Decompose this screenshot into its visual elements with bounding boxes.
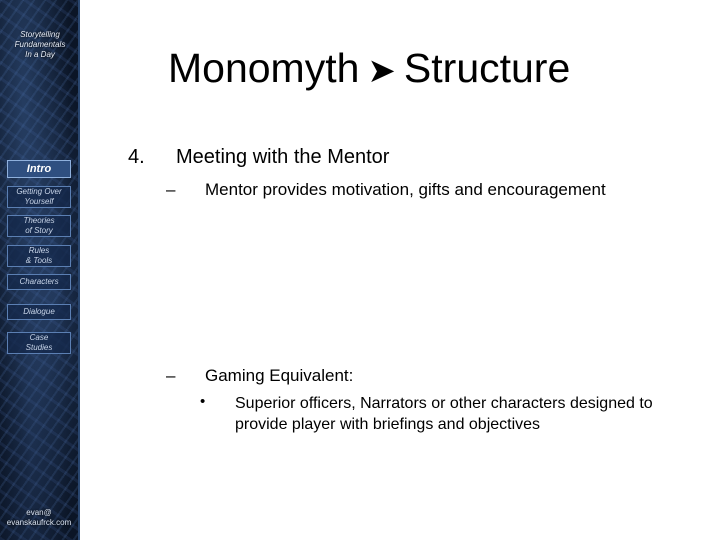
contact-email[interactable] [2, 508, 76, 528]
dot-bullet: • [200, 393, 206, 410]
sidebar [0, 0, 80, 540]
sub-point: Gaming Equivalent: [205, 366, 354, 385]
nav-dialogue[interactable] [7, 304, 71, 320]
title-text: Structure [403, 45, 571, 91]
brand-line: Storytelling [20, 30, 60, 39]
sidebar-divider [78, 0, 80, 540]
contact-line: evanskaufrck.com [6, 518, 72, 527]
nav-label: Characters [19, 277, 59, 286]
nav-intro[interactable] [7, 160, 71, 178]
item-number: 4. [128, 146, 145, 168]
nav-label: Intro [26, 163, 52, 175]
nav-label: Rules [28, 246, 50, 255]
nav-label: Dialogue [23, 307, 55, 316]
nav-theories-of-story[interactable] [7, 215, 71, 237]
arrow-bullet-icon: ➤ [367, 52, 396, 90]
slide-title [168, 42, 570, 97]
dash-bullet: – [166, 366, 176, 385]
nav-label: & Tools [25, 256, 53, 265]
contact-line: evan@ [26, 508, 52, 517]
sub-point: Mentor provides motivation, gifts and encouragement [205, 180, 606, 199]
sub-point-detail: Superior officers, Narrators or other characters designed to provide player with briefings and objectives [235, 395, 653, 433]
nav-characters[interactable] [7, 274, 71, 290]
title-text: Monomyth [168, 45, 360, 91]
nav-getting-over-yourself[interactable] [7, 186, 71, 208]
nav-label: Yourself [24, 197, 54, 206]
nav-label: Case [29, 333, 49, 342]
course-brand [4, 30, 76, 60]
nav-label: Theories [23, 216, 55, 225]
dash-bullet: – [166, 180, 176, 199]
brand-line: Fundamentals [14, 40, 66, 49]
nav-label: of Story [25, 226, 53, 235]
brand-line: In a Day [25, 50, 55, 59]
nav-label: Getting Over [16, 187, 62, 196]
item-heading: Meeting with the Mentor [176, 146, 390, 168]
nav-label: Studies [25, 343, 53, 352]
nav-rules-tools[interactable] [7, 245, 71, 267]
nav-case-studies[interactable] [7, 332, 71, 354]
